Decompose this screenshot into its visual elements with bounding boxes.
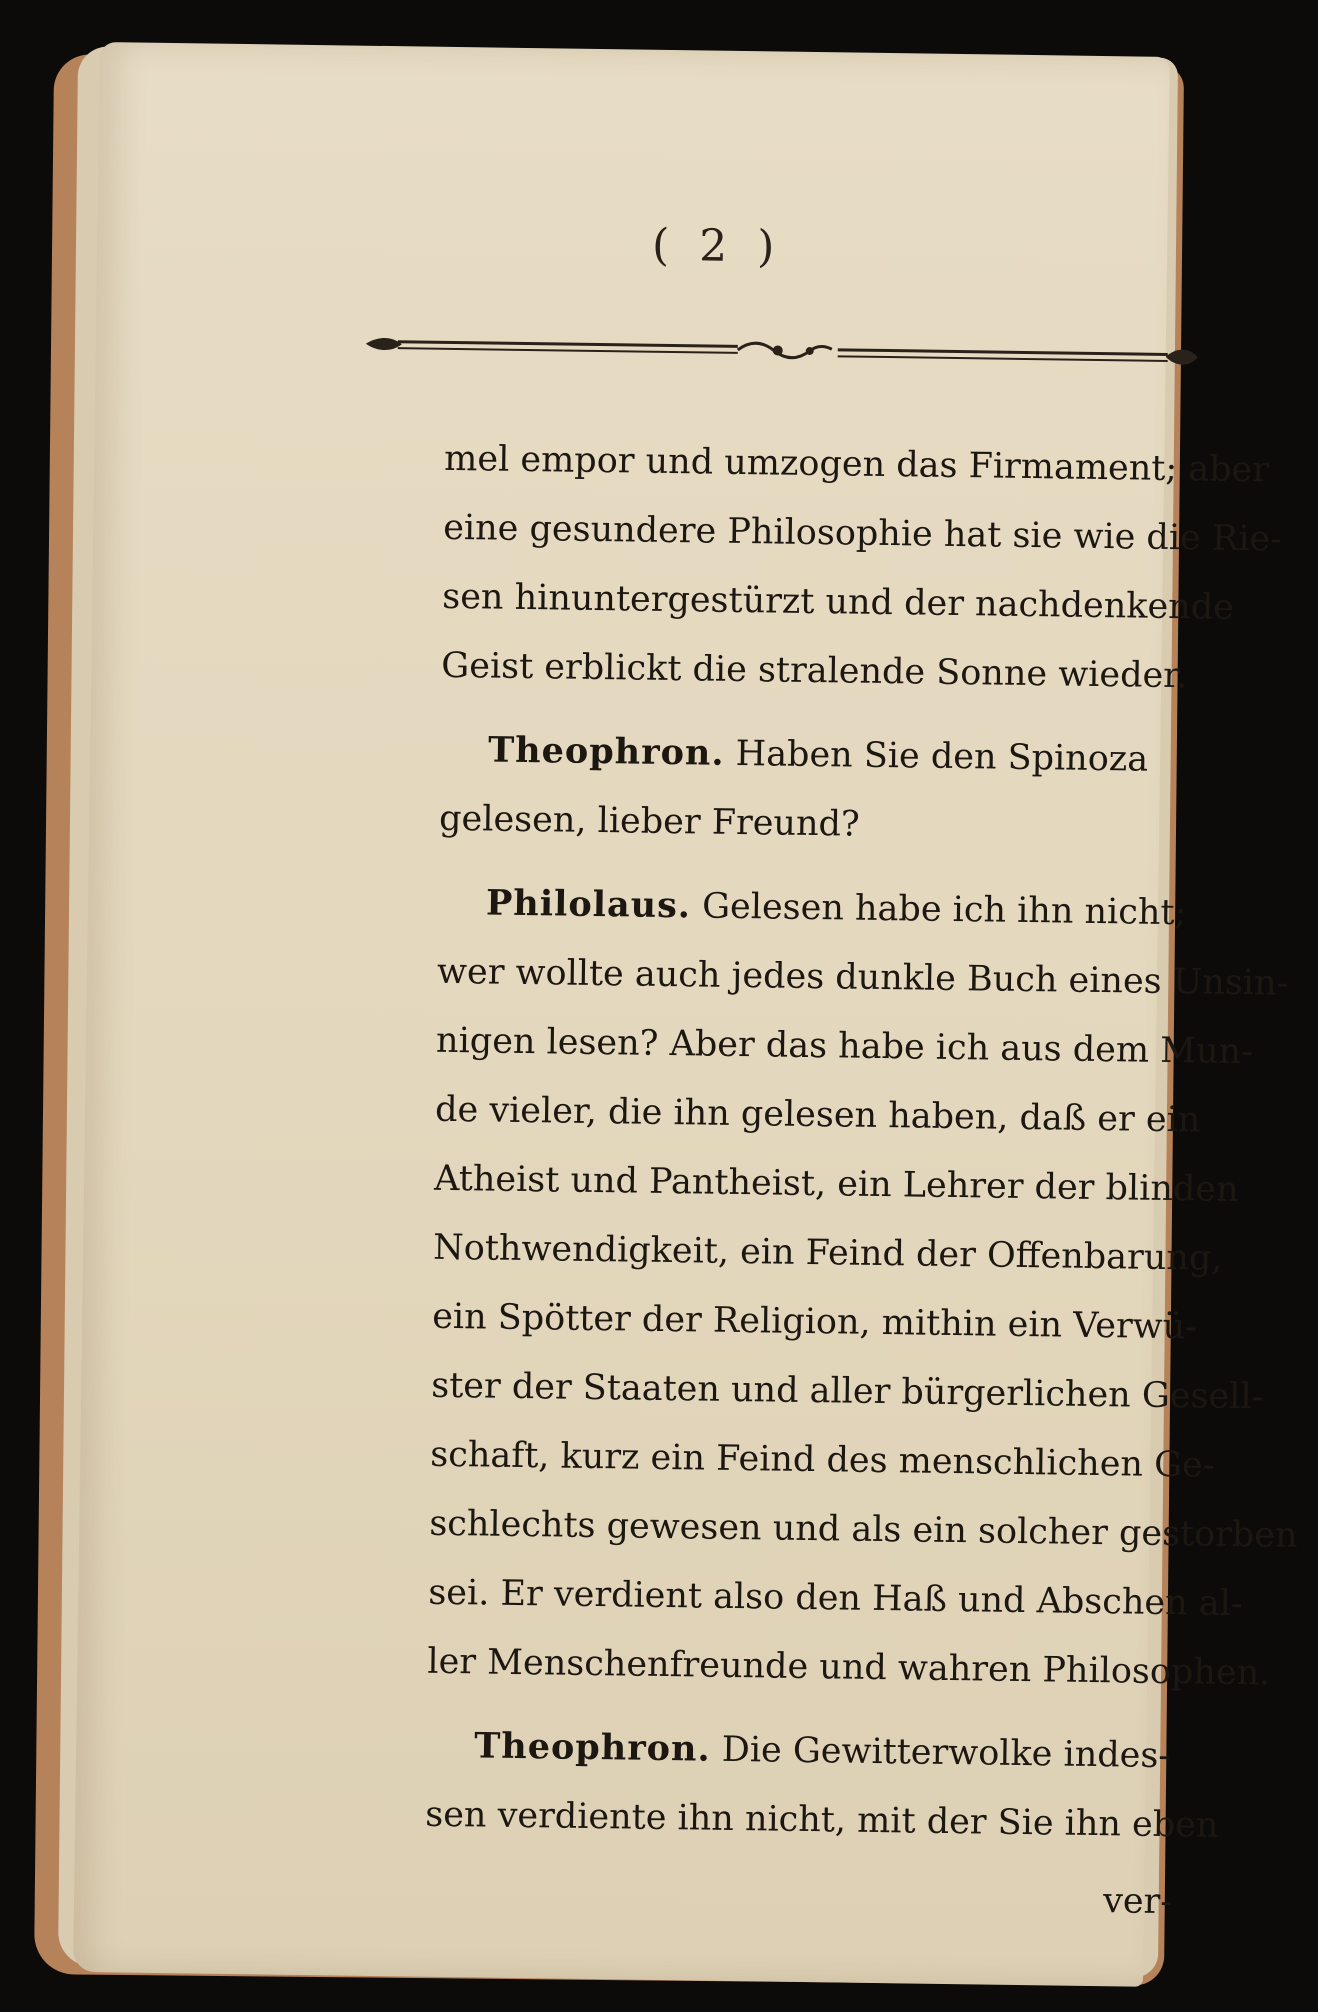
- text-line: ein Spötter der Religion, mithin ein Verwü-: [431, 1296, 1198, 1348]
- text-line: Geist erblickt die stralende Sonne wieder.: [441, 645, 1188, 697]
- text-line: [438, 868, 1199, 949]
- speech-text: Die Gewitterwolke indes-: [710, 1729, 1171, 1777]
- paragraph: [441, 425, 1283, 712]
- text-line: [426, 1711, 1187, 1792]
- speaker-name: Theophron.: [473, 1725, 711, 1770]
- text-line: ler Menschenfreunde und wahren Philosophen.: [427, 1641, 1271, 1694]
- text-line: de vieler, die ihn gelesen haben, daß er ein: [434, 1089, 1201, 1141]
- speaker-name: Philolaus.: [485, 882, 692, 927]
- page-number: ( 2 ): [651, 219, 783, 273]
- text-line: gelesen, lieber Freund?: [438, 798, 860, 845]
- text-line: schlechts gewesen und als ein solcher gestorben: [429, 1503, 1298, 1556]
- speech-text: Gelesen habe ich ihn nicht;: [690, 886, 1187, 934]
- page-text: [424, 425, 1298, 1937]
- speaker-name: Theophron.: [487, 729, 725, 774]
- speech-text: Haben Sie den Spinoza: [724, 733, 1149, 780]
- text-line: [440, 715, 1201, 796]
- paragraph: [425, 1711, 1219, 1861]
- paragraph: [439, 715, 1201, 865]
- text-line: mel empor und umzogen das Firmament; aber: [443, 438, 1270, 491]
- text-line: Nothwendigkeit, ein Feind der Offenbarung,: [432, 1227, 1223, 1279]
- text-line: sei. Er verdient also den Haß und Abschen al-: [428, 1572, 1243, 1625]
- book-page: [73, 42, 1298, 1987]
- text-line: sen verdiente ihn nicht, mit der Sie ihn eben: [425, 1794, 1219, 1846]
- text-line: Atheist und Pantheist, ein Lehrer der blinden: [433, 1158, 1239, 1211]
- catchword: ver-: [1102, 1881, 1173, 1923]
- paragraph: [427, 868, 1298, 1708]
- text-line: ster der Staaten und aller bürgerlichen Gesell-: [430, 1365, 1264, 1418]
- text-line: sen hinuntergestürzt und der nachdenkende: [442, 576, 1235, 628]
- text-line: schaft, kurz ein Feind des menschlichen Ge-: [430, 1434, 1215, 1486]
- text-line: eine gesundere Philosophie hat sie wie die Rie-: [442, 507, 1283, 560]
- text-line: nigen lesen? Aber das habe ich aus dem Mun-: [435, 1020, 1254, 1073]
- ornamental-rule: [357, 328, 1202, 380]
- text-line: wer wollte auch jedes dunkle Buch eines Unsin-: [436, 951, 1289, 1004]
